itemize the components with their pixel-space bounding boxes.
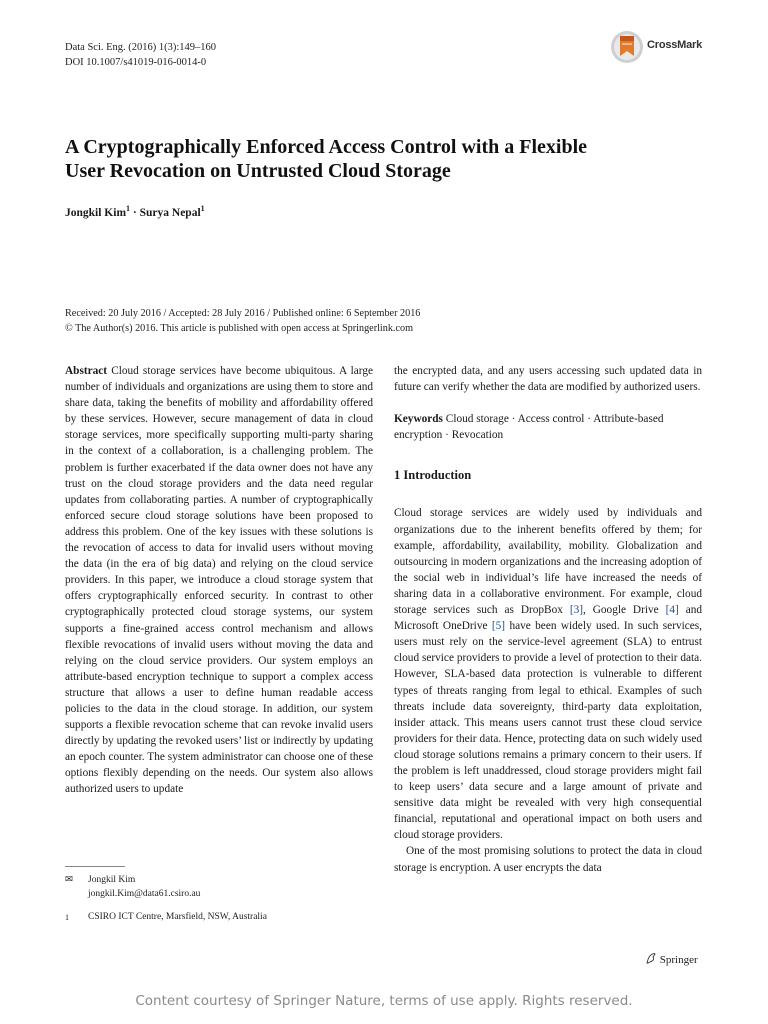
intro-paragraph-1 [394, 505, 702, 843]
intro-text: Cloud storage services are widely used by individuals and organizations due to the inherent benefits offered by them; for example, affordability, availability, mobility. Globalization and outsourcing in modern organizations and the increasing adoption of the social web in individual’s life have increased the needs of sharing data in a collaborative environment. For example, cloud storage services such as DropBox [394, 507, 702, 617]
author-name[interactable]: Jongkil Kim [65, 206, 127, 219]
abstract [65, 363, 373, 798]
publisher-footer [645, 952, 698, 966]
email-indent [65, 888, 88, 902]
article-history [65, 306, 420, 336]
title-line-2: User Revocation on Untrusted Cloud Storage [65, 160, 451, 182]
citation-link[interactable]: [3] [569, 604, 583, 617]
journal-citation: Data Sci. Eng. (2016) 1(3):149–160 [65, 42, 217, 53]
abstract-text: Cloud storage services have become ubiquitous. A large number of individuals and organizations are using them to store and share data, taking the benefits of mobility and affordability offered by these services. However, secure management of data in cloud storage services, more specifically supporting multi-party sharing in the context of a collaboration, is a challenging problem. The problem is further exacerbated if the data owner does not have any trust on the cloud storage providers and the data need regular updates from collaborating parties. A number of cryptographically enforced secure cloud storage solutions have been proposed to address this problem. One of the key issues with these solutions is the revocation of access to data for invalid users without moving the data (in the era of big data) and relying on the cloud service providers. In this paper, we introduce a cloud storage system that offers cryptographically enforced security. In contrast to other cryptographically protected cloud storage systems, our system supports a fine-grained access control mechanism and allows flexible revocations of invalid users without moving the data and relying on the cloud service providers. Our system employs an attribute-based encryption technique to support a complex access structure that allows a user to define human readable access policies to the data in the cloud storage. In addition, our system supports a flexible revocation scheme that can revoke invalid users directly by updating the revoked users’ list or indirectly by updating an epoch counter. The system administrator can choose one of these options flexibly depending on the needs. Our system also allows authorized users to update [65, 365, 373, 796]
courtesy-notice: Content courtesy of Springer Nature, terms of use apply. Rights reserved. [135, 993, 633, 1009]
right-column [394, 363, 702, 876]
received-accepted-dates: Received: 20 July 2016 / Accepted: 28 July 2016 / Published online: 6 September 2016 [65, 308, 421, 319]
corresponding-author [65, 874, 373, 888]
affiliation-text: CSIRO ICT Centre, Marsfield, NSW, Australia [88, 912, 267, 922]
section-heading: 1 Introduction [394, 468, 472, 483]
email-row [65, 888, 373, 902]
author-list [65, 204, 205, 219]
citation-link[interactable]: [4] [665, 604, 679, 617]
keywords-text: Cloud storage · Access control · Attribute-based encryption · Revocation [394, 413, 664, 442]
author-email[interactable]: jongkil.Kim@data61.csiro.au [88, 888, 201, 899]
abstract-continuation: the encrypted data, and any users accessing such updated data in future can verify whether the data are modified by authorized users. [394, 365, 702, 394]
footnote [65, 874, 373, 925]
footnote-divider [65, 866, 125, 867]
keywords [394, 411, 702, 443]
publisher-name: Springer [659, 954, 698, 966]
affiliation-mark: 1 [200, 204, 205, 213]
intro-paragraph-2: One of the most promising solutions to protect the data in cloud storage is encryption. A user encrypts the data [394, 845, 702, 874]
abstract-label: Abstract [65, 365, 108, 377]
copyright-notice: © The Author(s) 2016. This article is published with open access at Springerlink.com [65, 323, 414, 334]
keywords-label: Keywords [394, 413, 443, 426]
envelope-icon: ✉ [65, 875, 73, 885]
journal-header [65, 41, 216, 70]
springer-horse-icon [645, 952, 657, 964]
doi[interactable]: DOI 10.1007/s41019-016-0014-0 [65, 56, 207, 68]
corresponding-author-name: Jongkil Kim [88, 875, 136, 885]
author-name[interactable]: Surya Nepal [139, 206, 201, 219]
crossmark-badge[interactable] [610, 30, 710, 70]
affiliation-mark: 1 [126, 204, 131, 213]
intro-text: , Google Drive [583, 604, 666, 617]
intro-text: have been widely used. In such services, users must rely on the service-level agreement (SLA) to entrust cloud service providers to provide a level of protection to their data. However, SLA-based data protection is vulnerable to different types of threats ranging from legal to ethical. Examples of such threats include data sovereignty, third-party data exploitation, insider attack. This means users cannot trust these cloud service providers for their data. Hence, protecting data on such widely used cloud storage solutions remains a primary concern to their users. If the problem is left unaddressed, cloud storage providers might fail to keep users’ data secure and a large amount of private and sensitive data might be revealed with very high consequential financial, reputational and operational impact on both users and cloud storage providers. [394, 620, 702, 842]
citation-link[interactable]: [5] [491, 620, 506, 633]
crossmark-icon [610, 30, 644, 64]
author-separator: · [130, 206, 140, 219]
affiliation [65, 911, 373, 925]
left-column [65, 363, 373, 798]
affiliation-number: 1 [65, 913, 69, 922]
intro-text: and Microsoft OneDrive [394, 604, 703, 633]
paper-title [65, 135, 705, 183]
crossmark-label: CrossMark [647, 39, 703, 51]
title-line-1: A Cryptographically Enforced Access Control with a Flexible [65, 136, 588, 158]
